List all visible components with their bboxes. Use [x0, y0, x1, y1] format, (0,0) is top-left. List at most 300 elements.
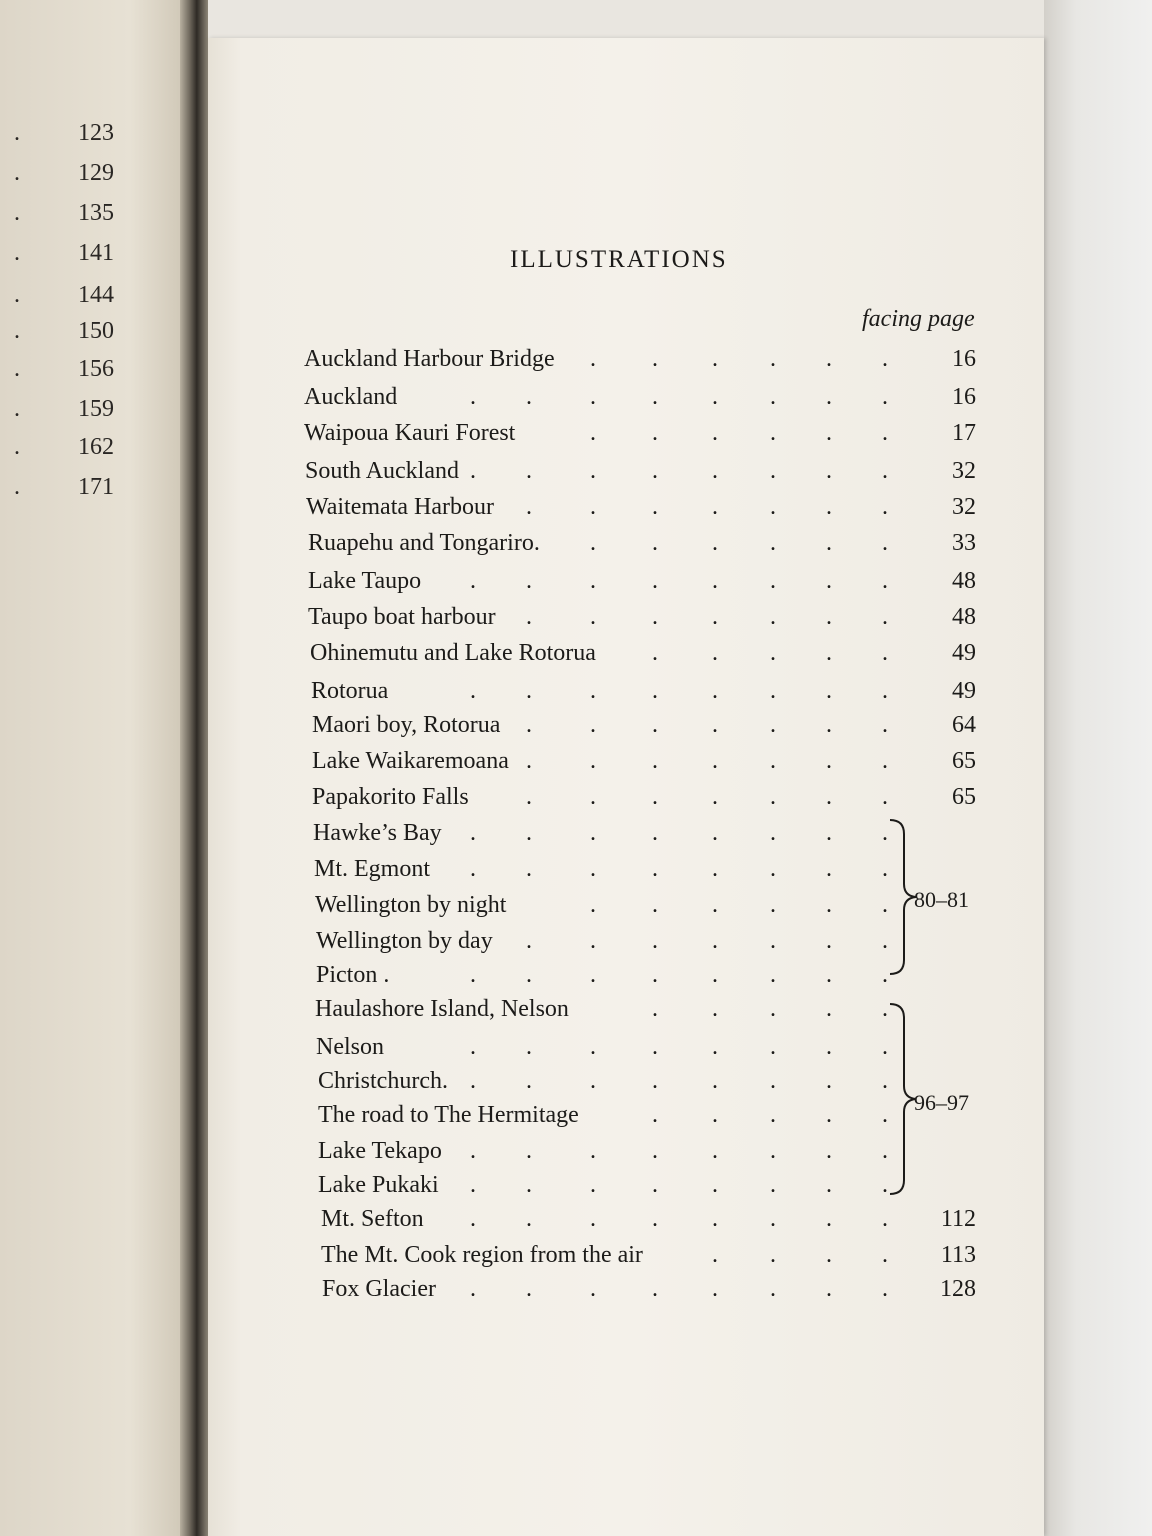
leader-dot: .	[882, 820, 888, 846]
leader-dot: .	[470, 458, 476, 484]
leader-dot: .	[882, 530, 888, 556]
leader-dot: .	[590, 420, 596, 446]
leader-dot: .	[826, 494, 832, 520]
facing-page-number: 65	[952, 784, 976, 810]
illustration-entry	[0, 784, 1000, 820]
illustration-title: Mt. Sefton	[321, 1206, 424, 1232]
leader-dot: .	[826, 1068, 832, 1094]
leader-dot: .	[652, 928, 658, 954]
leader-dot: .	[712, 712, 718, 738]
left-page-number-row	[0, 240, 170, 276]
leader-dot: .	[526, 604, 532, 630]
leader-dot: .	[882, 962, 888, 988]
leader-dot: .	[652, 962, 658, 988]
leader-dot: .	[470, 1206, 476, 1232]
leader-dot: .	[770, 820, 776, 846]
leader-dot: .	[882, 494, 888, 520]
leader-dot: .	[712, 530, 718, 556]
leader-dot: .	[770, 1138, 776, 1164]
page-number: 123	[78, 120, 114, 146]
leader-dot: .	[826, 1276, 832, 1302]
leader-dot: .	[590, 604, 596, 630]
leader-dot: .	[652, 640, 658, 666]
leader-dots	[0, 820, 1000, 856]
leader-dot: .	[652, 1276, 658, 1302]
illustration-title: South Auckland	[305, 458, 459, 484]
leader-dot: .	[826, 458, 832, 484]
leader-dot: .	[826, 1138, 832, 1164]
leader-dot: .	[826, 962, 832, 988]
illustration-entry	[0, 604, 1000, 640]
leader-dot: .	[770, 346, 776, 372]
page-number: 159	[78, 396, 114, 422]
leader-dot: .	[882, 458, 888, 484]
page-number: 135	[78, 200, 114, 226]
leader-dot: .	[526, 678, 532, 704]
illustration-entry	[0, 494, 1000, 530]
leader-dot: .	[590, 1172, 596, 1198]
facing-page-number: 48	[952, 568, 976, 594]
illustration-title: Waitemata Harbour	[306, 494, 494, 520]
leader-dots	[0, 1068, 1000, 1104]
facing-page-number: 16	[952, 384, 976, 410]
leader-dot: .	[712, 892, 718, 918]
leader-dot: .	[770, 494, 776, 520]
leader-dot: .	[770, 640, 776, 666]
leader-dots	[0, 494, 1000, 530]
leader-dot: .	[590, 384, 596, 410]
facing-page-number: 33	[952, 530, 976, 556]
leader-dot: .	[770, 568, 776, 594]
leader-dot: .	[590, 962, 596, 988]
illustration-title: Lake Taupo	[308, 568, 422, 594]
page-number: 150	[78, 318, 114, 344]
illustration-entry	[0, 530, 1000, 566]
illustration-title: Lake Tekapo	[318, 1138, 442, 1164]
leader-dot: .	[14, 474, 20, 500]
leader-dot: .	[590, 494, 596, 520]
leader-dots	[0, 784, 1000, 820]
leader-dot: .	[526, 1276, 532, 1302]
leader-dot: .	[826, 892, 832, 918]
leader-dot: .	[14, 120, 20, 146]
facing-page-number: 16	[952, 346, 976, 372]
leader-dot: .	[826, 712, 832, 738]
leader-dot: .	[526, 458, 532, 484]
leader-dot: .	[712, 1242, 718, 1268]
facing-page-number: 32	[952, 494, 976, 520]
leader-dots	[0, 458, 1000, 494]
illustration-title: The road to The Hermitage	[318, 1102, 579, 1128]
leader-dot: .	[590, 458, 596, 484]
illustration-entry	[0, 748, 1000, 784]
leader-dot: .	[826, 748, 832, 774]
leader-dot: .	[14, 282, 20, 308]
leader-dot: .	[826, 420, 832, 446]
illustration-title: Ohinemutu and Lake Rotorua	[310, 640, 596, 666]
leader-dot: .	[590, 346, 596, 372]
leader-dot: .	[770, 1068, 776, 1094]
leader-dot: .	[652, 784, 658, 810]
leader-dot: .	[470, 1138, 476, 1164]
leader-dot: .	[882, 1102, 888, 1128]
leader-dot: .	[770, 962, 776, 988]
page-number: 171	[78, 474, 114, 500]
leader-dot: .	[770, 1034, 776, 1060]
left-page-number-row	[0, 120, 170, 156]
leader-dot: .	[882, 420, 888, 446]
leader-dot: .	[882, 1206, 888, 1232]
leader-dot: .	[590, 748, 596, 774]
leader-dot: .	[882, 568, 888, 594]
leader-dot: .	[526, 1206, 532, 1232]
leader-dot: .	[712, 346, 718, 372]
illustration-entry	[0, 678, 1000, 714]
leader-dot: .	[652, 458, 658, 484]
illustration-title: Lake Pukaki	[318, 1172, 439, 1198]
illustration-entry	[0, 568, 1000, 604]
illustration-title: Fox Glacier	[322, 1276, 436, 1302]
leader-dot: .	[712, 748, 718, 774]
leader-dot: .	[590, 530, 596, 556]
facing-page-number: 64	[952, 712, 976, 738]
leader-dot: .	[652, 1206, 658, 1232]
facing-page-number: 49	[952, 640, 976, 666]
leader-dots	[0, 1172, 1000, 1208]
leader-dot: .	[652, 384, 658, 410]
illustration-title: Nelson	[316, 1034, 384, 1060]
leader-dot: .	[652, 568, 658, 594]
leader-dot: .	[526, 1138, 532, 1164]
leader-dot: .	[770, 784, 776, 810]
leader-dots	[0, 928, 1000, 964]
leader-dot: .	[770, 856, 776, 882]
leader-dot: .	[770, 1102, 776, 1128]
leader-dot: .	[470, 856, 476, 882]
leader-dot: .	[882, 712, 888, 738]
leader-dot: .	[14, 200, 20, 226]
illustration-entry	[0, 856, 1000, 892]
illustration-entry	[0, 1034, 1000, 1070]
illustration-title: Christchurch.	[318, 1068, 448, 1094]
leader-dot: .	[826, 856, 832, 882]
illustration-title: Ruapehu and Tongariro.	[308, 530, 540, 556]
leader-dot: .	[590, 892, 596, 918]
leader-dot: .	[770, 420, 776, 446]
leader-dot: .	[526, 962, 532, 988]
illustration-title: Hawke’s Bay	[313, 820, 442, 846]
leader-dot: .	[526, 1068, 532, 1094]
leader-dot: .	[712, 996, 718, 1022]
leader-dot: .	[770, 892, 776, 918]
leader-dot: .	[590, 856, 596, 882]
leader-dot: .	[770, 604, 776, 630]
leader-dot: .	[712, 820, 718, 846]
leader-dot: .	[590, 928, 596, 954]
leader-dot: .	[826, 640, 832, 666]
group-range-label: 80–81	[914, 887, 969, 912]
leader-dot: .	[526, 928, 532, 954]
leader-dot: .	[826, 346, 832, 372]
illustration-entry	[0, 458, 1000, 494]
leader-dot: .	[712, 678, 718, 704]
facing-page-number: 113	[940, 1242, 976, 1268]
leader-dot: .	[590, 1068, 596, 1094]
leader-dot: .	[712, 1172, 718, 1198]
leader-dot: .	[882, 892, 888, 918]
leader-dot: .	[712, 784, 718, 810]
leader-dot: .	[882, 1242, 888, 1268]
leader-dot: .	[712, 458, 718, 484]
leader-dot: .	[470, 962, 476, 988]
group-range-label: 96–97	[914, 1090, 969, 1115]
illustration-entry	[0, 420, 1000, 456]
leader-dot: .	[526, 712, 532, 738]
leader-dot: .	[652, 494, 658, 520]
leader-dot: .	[770, 1172, 776, 1198]
page-number: 141	[78, 240, 114, 266]
leader-dots	[0, 856, 1000, 892]
leader-dot: .	[712, 1276, 718, 1302]
leader-dots	[0, 1206, 1000, 1242]
leader-dot: .	[652, 678, 658, 704]
left-page-number-row	[0, 282, 170, 318]
leader-dot: .	[826, 996, 832, 1022]
leader-dot: .	[712, 420, 718, 446]
illustration-entry	[0, 640, 1000, 676]
illustration-entry	[0, 1172, 1000, 1208]
leader-dot: .	[652, 856, 658, 882]
leader-dot: .	[652, 346, 658, 372]
leader-dot: .	[470, 384, 476, 410]
leader-dot: .	[770, 928, 776, 954]
page-number: 144	[78, 282, 114, 308]
leader-dot: .	[470, 568, 476, 594]
illustration-entry	[0, 384, 1000, 420]
illustration-entry	[0, 1276, 1000, 1312]
leader-dot: .	[712, 384, 718, 410]
leader-dot: .	[590, 820, 596, 846]
leader-dot: .	[882, 346, 888, 372]
illustration-title: Auckland Harbour Bridge	[304, 346, 555, 372]
illustration-entry	[0, 928, 1000, 964]
leader-dot: .	[826, 820, 832, 846]
leader-dot: .	[712, 1138, 718, 1164]
leader-dot: .	[882, 1172, 888, 1198]
leader-dot: .	[590, 1138, 596, 1164]
leader-dot: .	[826, 1102, 832, 1128]
leader-dot: .	[826, 1242, 832, 1268]
leader-dot: .	[826, 384, 832, 410]
leader-dot: .	[14, 240, 20, 266]
leader-dot: .	[826, 568, 832, 594]
leader-dots	[0, 1034, 1000, 1070]
leader-dot: .	[826, 1172, 832, 1198]
leader-dot: .	[526, 820, 532, 846]
leader-dot: .	[712, 962, 718, 988]
leader-dot: .	[470, 678, 476, 704]
leader-dot: .	[526, 748, 532, 774]
illustration-entry	[0, 962, 1000, 998]
facing-page-label: facing page	[862, 306, 975, 332]
leader-dot: .	[526, 494, 532, 520]
leader-dot: .	[470, 1034, 476, 1060]
leader-dot: .	[526, 1034, 532, 1060]
leader-dot: .	[826, 1206, 832, 1232]
leader-dot: .	[770, 712, 776, 738]
illustration-title: Waipoua Kauri Forest	[304, 420, 516, 446]
leader-dot: .	[590, 1034, 596, 1060]
leader-dot: .	[770, 1242, 776, 1268]
leader-dot: .	[14, 356, 20, 382]
left-page-number-row	[0, 160, 170, 196]
leader-dot: .	[826, 678, 832, 704]
leader-dot: .	[652, 1138, 658, 1164]
illustration-entry	[0, 346, 1000, 382]
leader-dots	[0, 568, 1000, 604]
leader-dot: .	[712, 1034, 718, 1060]
illustration-title: Rotorua	[311, 678, 389, 704]
leader-dot: .	[712, 604, 718, 630]
leader-dot: .	[712, 1068, 718, 1094]
leader-dot: .	[770, 678, 776, 704]
leader-dot: .	[652, 1068, 658, 1094]
leader-dot: .	[590, 712, 596, 738]
leader-dot: .	[882, 1138, 888, 1164]
illustration-title: Maori boy, Rotorua	[312, 712, 501, 738]
leader-dot: .	[826, 784, 832, 810]
leader-dot: .	[712, 568, 718, 594]
leader-dot: .	[652, 1102, 658, 1128]
illustration-title: The Mt. Cook region from the air	[321, 1242, 643, 1268]
leader-dot: .	[882, 604, 888, 630]
illustration-title: Haulashore Island, Nelson	[315, 996, 569, 1022]
leader-dot: .	[526, 384, 532, 410]
leader-dot: .	[590, 784, 596, 810]
illustration-title: Taupo boat harbour	[308, 604, 496, 630]
leader-dot: .	[712, 640, 718, 666]
leader-dots	[0, 1138, 1000, 1174]
leader-dot: .	[770, 1206, 776, 1232]
leader-dot: .	[470, 820, 476, 846]
illustration-entry	[0, 820, 1000, 856]
facing-page-number: 48	[952, 604, 976, 630]
leader-dot: .	[526, 856, 532, 882]
leader-dot: .	[652, 604, 658, 630]
leader-dot: .	[882, 1034, 888, 1060]
page-number: 129	[78, 160, 114, 186]
leader-dot: .	[470, 1068, 476, 1094]
leader-dot: .	[770, 384, 776, 410]
illustration-entry	[0, 1102, 1000, 1138]
leader-dots	[0, 604, 1000, 640]
leader-dot: .	[652, 420, 658, 446]
page-title: ILLUSTRATIONS	[510, 246, 728, 273]
facing-page-number: 112	[940, 1206, 976, 1232]
facing-page-number: 128	[940, 1276, 976, 1302]
leader-dots	[0, 962, 1000, 998]
leader-dot: .	[526, 784, 532, 810]
leader-dot: .	[882, 856, 888, 882]
leader-dot: .	[590, 678, 596, 704]
leader-dot: .	[652, 712, 658, 738]
leader-dot: .	[14, 396, 20, 422]
illustration-title: Wellington by day	[316, 928, 493, 954]
leader-dot: .	[712, 1102, 718, 1128]
leader-dot: .	[882, 784, 888, 810]
illustration-title: Lake Waikaremoana	[312, 748, 509, 774]
leader-dot: .	[652, 1172, 658, 1198]
leader-dot: .	[526, 568, 532, 594]
leader-dot: .	[882, 640, 888, 666]
leader-dot: .	[770, 748, 776, 774]
leader-dots	[0, 1276, 1000, 1312]
illustration-entry	[0, 1242, 1000, 1278]
page-number: 162	[78, 434, 114, 460]
leader-dot: .	[712, 856, 718, 882]
leader-dots	[0, 678, 1000, 714]
leader-dot: .	[652, 820, 658, 846]
leader-dot: .	[770, 996, 776, 1022]
leader-dot: .	[712, 928, 718, 954]
leader-dot: .	[712, 494, 718, 520]
leader-dot: .	[882, 996, 888, 1022]
leader-dot: .	[590, 568, 596, 594]
leader-dot: .	[652, 892, 658, 918]
leader-dot: .	[882, 678, 888, 704]
left-page-number-row	[0, 200, 170, 236]
leader-dot: .	[14, 160, 20, 186]
illustration-entry	[0, 1138, 1000, 1174]
leader-dot: .	[652, 748, 658, 774]
leader-dots	[0, 384, 1000, 420]
leader-dot: .	[526, 1172, 532, 1198]
facing-page-number: 32	[952, 458, 976, 484]
leader-dot: .	[826, 530, 832, 556]
leader-dot: .	[652, 530, 658, 556]
illustration-title: Picton .	[316, 962, 390, 988]
leader-dot: .	[590, 1206, 596, 1232]
leader-dot: .	[882, 384, 888, 410]
leader-dot: .	[826, 604, 832, 630]
leader-dot: .	[470, 1172, 476, 1198]
facing-page-number: 65	[952, 748, 976, 774]
leader-dot: .	[770, 530, 776, 556]
facing-page-number: 49	[952, 678, 976, 704]
leader-dot: .	[14, 318, 20, 344]
leader-dot: .	[826, 1034, 832, 1060]
illustration-entry	[0, 996, 1000, 1032]
leader-dot: .	[882, 1276, 888, 1302]
leader-dot: .	[470, 1276, 476, 1302]
leader-dot: .	[652, 1034, 658, 1060]
leader-dot: .	[14, 434, 20, 460]
leader-dot: .	[652, 996, 658, 1022]
background-edge	[1044, 0, 1152, 1536]
illustration-entry	[0, 1206, 1000, 1242]
leader-dot: .	[590, 1276, 596, 1302]
illustration-title: Auckland	[304, 384, 398, 410]
page-number: 156	[78, 356, 114, 382]
leader-dot: .	[882, 748, 888, 774]
illustration-entry	[0, 892, 1000, 928]
illustration-entry	[0, 712, 1000, 748]
illustration-entry	[0, 1068, 1000, 1104]
leader-dot: .	[826, 928, 832, 954]
leader-dot: .	[882, 928, 888, 954]
facing-page-number: 17	[952, 420, 976, 446]
illustration-title: Wellington by night	[315, 892, 507, 918]
